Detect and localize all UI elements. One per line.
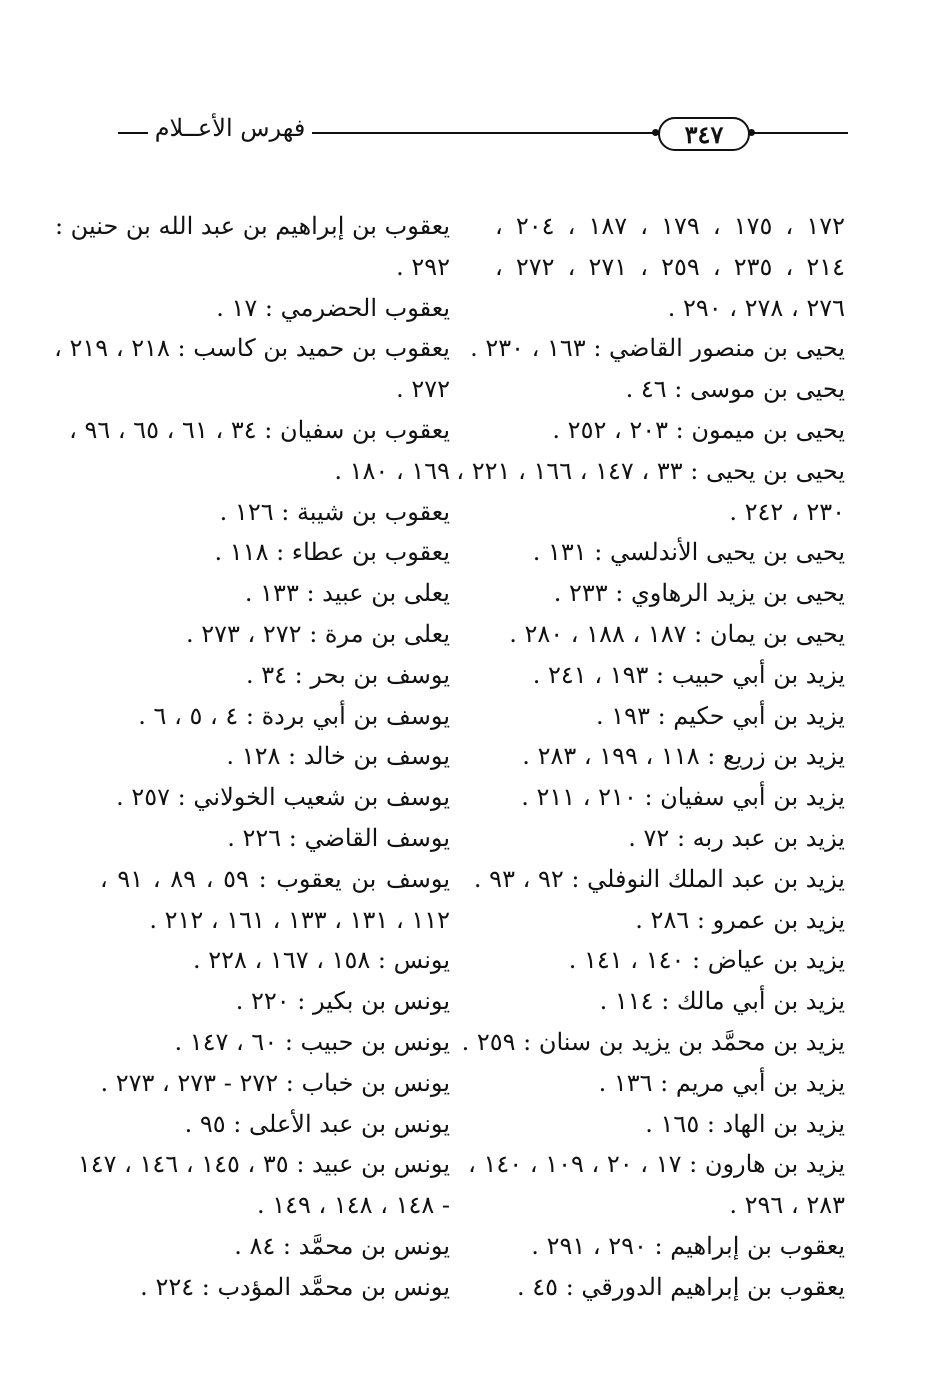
index-line: يزيد بن أبي سفيان : ٢١٠ ، ٢١١ .: [521, 783, 845, 812]
index-line: يعقوب بن حميد بن كاسب : ٢١٨ ، ٢١٩ ،: [54, 334, 450, 363]
index-line: يوسف القاضي : ٢٢٦ .: [227, 823, 450, 852]
index-line: يزيد بن أبي مريم : ١٣٦ .: [598, 1068, 845, 1097]
index-line: يوسف بن خالد : ١٢٨ .: [226, 742, 450, 771]
index-line: ٢٩٢ .: [396, 252, 450, 281]
index-line: يوسف بن أبي بردة : ٤ ، ٥ ، ٦ .: [138, 701, 450, 730]
index-line: يزيد بن أبي مالك : ١١٤ .: [599, 987, 845, 1016]
index-line: يحيى بن يحيى الأندلسي : ١٣١ .: [532, 538, 845, 567]
header-rule-middle: [312, 132, 654, 134]
index-line: يعقوب بن إبراهيم الدورقي : ٤٥ .: [517, 1272, 845, 1301]
index-line: يوسف بن شعيب الخولاني : ٢٥٧ .: [116, 783, 450, 812]
index-line: يزيد بن عبد الملك النوفلي : ٩٢ ، ٩٣ .: [473, 864, 845, 893]
index-line: يحيى بن يحيى : ٣٣ ، ١٤٧ ، ١٦٦ ، ٢٢١ ،: [456, 456, 845, 485]
index-line: يعقوب بن إبراهيم بن عبد الله بن حنين :: [54, 212, 450, 240]
index-line: يعقوب بن شيبة : ١٢٦ .: [219, 497, 450, 526]
header-rule-right: [752, 132, 848, 134]
index-line: يزيد بن أبي حبيب : ١٩٣ ، ٢٤١ .: [532, 660, 845, 689]
index-line: يونس بن محمَّد : ٨٤ .: [234, 1231, 450, 1260]
index-line: يزيد بن هارون : ١٧ ، ٢٠ ، ١٠٩ ، ١٤٠ ،: [468, 1150, 845, 1179]
index-line: يزيد بن محمَّد بن يزيد بن سنان : ٢٥٩ .: [461, 1027, 845, 1056]
page-number: ٣٤٧: [658, 117, 750, 151]
index-line: يونس بن خباب : ٢٧٢ - ٢٧٣ ، ٢٧٣ .: [100, 1068, 450, 1097]
header-rule-left: [118, 132, 148, 134]
index-line: ٢٧٦ ، ٢٧٨ ، ٢٩٠ .: [667, 293, 845, 322]
index-line: يعقوب الحضرمي : ١٧ .: [216, 293, 450, 322]
index-line: يعقوب بن سفيان : ٣٤ ، ٦١ ، ٦٥ ، ٩٦ ،: [69, 415, 450, 444]
index-line: يحيى بن موسى : ٤٦ .: [625, 375, 845, 404]
index-line: يزيد بن عمرو : ٢٨٦ .: [635, 905, 845, 934]
index-line: ٢٣٠ ، ٢٤٢ .: [729, 497, 845, 526]
index-line: ٢٨٣ ، ٢٩٦ .: [729, 1191, 845, 1220]
index-line: يونس بن بكير : ٢٢٠ .: [235, 987, 450, 1016]
index-line: ٢١٤ ، ٢٣٥ ، ٢٥٩ ، ٢٧١ ، ٢٧٢ ،: [495, 252, 846, 281]
index-line: يوسف بن يعقوب : ٥٩ ، ٨٩ ، ٩١ ،: [100, 864, 450, 893]
index-line: يزيد بن عياض : ١٤٠ ، ١٤١ .: [568, 946, 845, 975]
index-line: يحيى بن يمان : ١٨٧ ، ١٨٨ ، ٢٨٠ .: [509, 619, 845, 648]
index-line: ١٧٢ ، ١٧٥ ، ١٧٩ ، ١٨٧ ، ٢٠٤ ،: [495, 212, 846, 240]
index-line: يحيى بن ميمون : ٢٠٣ ، ٢٥٢ .: [552, 415, 845, 444]
index-line: يونس بن عبد الأعلى : ٩٥ .: [184, 1109, 450, 1138]
index-line: يزيد بن أبي حكيم : ١٩٣ .: [596, 701, 845, 730]
index-line: يزيد بن عبد ربه : ٧٢ .: [628, 823, 845, 852]
index-line: يونس : ١٥٨ ، ١٦٧ ، ٢٢٨ .: [192, 946, 450, 975]
index-line: ١١٢ ، ١٣١ ، ١٣٣ ، ١٦١ ، ٢١٢ .: [149, 905, 450, 934]
index-line: يونس بن محمَّد المؤدب : ٢٢٤ .: [140, 1272, 450, 1301]
index-line: - ١٤٨ ، ١٤٨ ، ١٤٩ .: [256, 1191, 450, 1220]
index-line: يعلى بن عبيد : ١٣٣ .: [244, 579, 450, 608]
index-line: يونس بن حبيب : ٦٠ ، ١٤٧ .: [174, 1027, 450, 1056]
index-line: ٢٧٢ .: [396, 375, 450, 404]
index-line: يعلى بن مرة : ٢٧٢ ، ٢٧٣ .: [185, 619, 450, 648]
index-line: ١٦٩ ، ١٨٠ .: [334, 456, 450, 485]
page-header: [0, 0, 946, 170]
index-line: يزيد بن زريع : ١١٨ ، ١٩٩ ، ٢٨٣ .: [522, 742, 845, 771]
index-line: يحيى بن يزيد الرهاوي : ٢٣٣ .: [553, 579, 845, 608]
index-column-left: [54, 206, 450, 1308]
index-line: يوسف بن بحر : ٣٤ .: [245, 660, 450, 689]
index-line: يونس بن عبيد : ٣٥ ، ١٤٥ ، ١٤٦ ، ١٤٧: [77, 1150, 450, 1179]
running-title: فهرس الأعــلام: [154, 114, 306, 142]
index-line: يعقوب بن إبراهيم : ٢٩٠ ، ٢٩١ .: [531, 1231, 845, 1260]
index-line: يحيى بن منصور القاضي : ١٦٣ ، ٢٣٠ .: [470, 334, 845, 363]
index-line: يزيد بن الهاد : ١٦٥ .: [645, 1109, 845, 1138]
index-line: يعقوب بن عطاء : ١١٨ .: [214, 538, 450, 567]
index-column-right: [456, 206, 846, 1308]
